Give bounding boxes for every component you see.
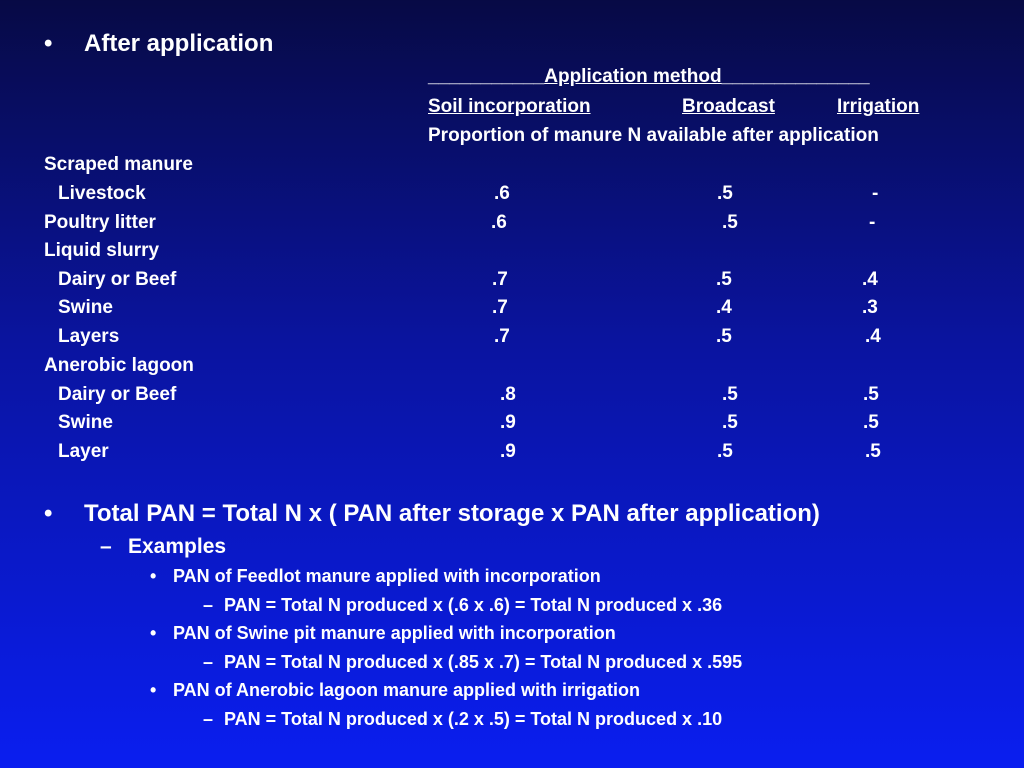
header-rule-right: ______________ [721, 66, 870, 87]
row-label: Livestock [58, 183, 146, 204]
cell-irrigation: .3 [862, 297, 878, 318]
row-label: Swine [58, 297, 113, 318]
row-label: Dairy or Beef [58, 384, 177, 405]
cell-soil-incorporation: .9 [500, 441, 516, 462]
dash-marker: – [203, 709, 214, 729]
header-title: Application method [544, 66, 722, 87]
heading-after-application: After application [84, 30, 274, 57]
cell-irrigation: .5 [865, 441, 881, 462]
cell-broadcast: .5 [716, 326, 732, 347]
row-label-group: Liquid slurry [44, 240, 160, 261]
row-label-group: Scraped manure [44, 154, 193, 175]
cell-soil-incorporation: .9 [500, 412, 516, 433]
row-label: Dairy or Beef [58, 269, 177, 290]
example-title: PAN of Swine pit manure applied with incorporation [173, 623, 616, 643]
row-label-group: Anerobic lagoon [44, 355, 194, 376]
row-label: Layer [58, 441, 109, 462]
application-method-header [428, 66, 870, 88]
cell-soil-incorporation: .7 [492, 269, 508, 290]
column-header-broadcast: Broadcast [682, 96, 775, 117]
bullet-marker: • [150, 680, 157, 700]
cell-soil-incorporation: .6 [491, 212, 507, 233]
cell-irrigation: - [872, 183, 879, 204]
row-label: Swine [58, 412, 113, 433]
bullet-marker: • [44, 500, 53, 527]
cell-soil-incorporation: .7 [494, 326, 510, 347]
cell-broadcast: .5 [722, 412, 738, 433]
cell-irrigation: .5 [863, 384, 879, 405]
cell-irrigation: .5 [863, 412, 879, 433]
cell-soil-incorporation: .8 [500, 384, 516, 405]
column-header-irrigation: Irrigation [837, 96, 920, 117]
cell-irrigation: .4 [865, 326, 881, 347]
cell-soil-incorporation: .7 [492, 297, 508, 318]
cell-broadcast: .5 [722, 212, 738, 233]
example-calculation: PAN = Total N produced x (.6 x .6) = Total N produced x .36 [224, 595, 723, 615]
dash-marker: – [100, 535, 112, 558]
header-rule-left: ___________ [428, 66, 545, 87]
cell-broadcast: .5 [717, 441, 733, 462]
bullet-marker: • [150, 623, 157, 643]
dash-marker: – [203, 595, 214, 615]
row-label: Poultry litter [44, 212, 156, 233]
cell-broadcast: .4 [716, 297, 732, 318]
example-title: PAN of Feedlot manure applied with incorporation [173, 566, 601, 586]
cell-broadcast: .5 [722, 384, 738, 405]
row-label: Layers [58, 326, 120, 347]
cell-broadcast: .5 [716, 269, 732, 290]
dash-marker: – [203, 652, 214, 672]
example-calculation: PAN = Total N produced x (.85 x .7) = Total N produced x .595 [224, 652, 743, 672]
total-pan-formula: Total PAN = Total N x ( PAN after storage x PAN after application) [84, 500, 820, 527]
cell-irrigation: - [869, 212, 876, 233]
example-title: PAN of Anerobic lagoon manure applied with irrigation [173, 680, 641, 700]
examples-label: Examples [128, 535, 227, 558]
column-header-soil-incorporation: Soil incorporation [428, 96, 591, 117]
example-calculation: PAN = Total N produced x (.2 x .5) = Total N produced x .10 [224, 709, 723, 729]
cell-irrigation: .4 [862, 269, 878, 290]
bullet-marker: • [44, 30, 53, 57]
cell-broadcast: .5 [717, 183, 733, 204]
cell-soil-incorporation: .6 [494, 183, 510, 204]
bullet-marker: • [150, 566, 157, 586]
proportion-label: Proportion of manure N available after application [428, 125, 879, 146]
